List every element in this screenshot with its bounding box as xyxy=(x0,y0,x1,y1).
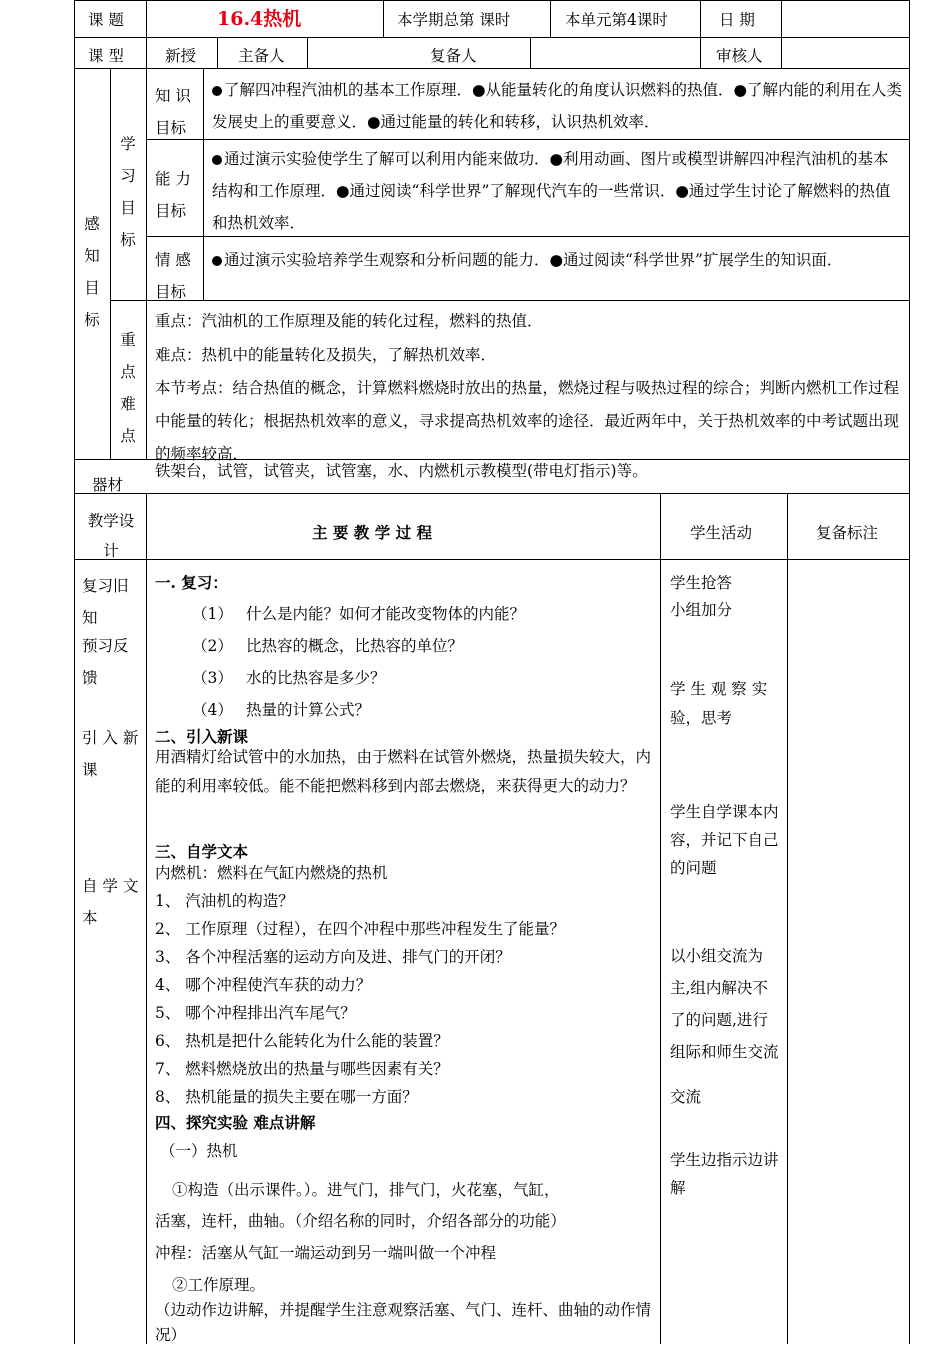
table-border xyxy=(74,559,910,560)
semester-period-label: 本学期总第 课时 xyxy=(397,11,511,29)
type-label: 课 型 xyxy=(88,47,124,65)
table-border xyxy=(787,493,788,1344)
table-border xyxy=(530,37,531,68)
table-border xyxy=(74,68,910,69)
review-question: 热量的计算公式？ xyxy=(246,701,371,719)
emotion-goal-text: 通过演示实验培养学生观察和分析问题的能力．●通过阅读“科学世界”扩展学生的知识面． xyxy=(212,244,904,276)
student-activity-self-study: 学生自学课本内容，并记下自己的问题 xyxy=(670,803,779,877)
table-border xyxy=(146,0,147,68)
bullet-icon xyxy=(212,256,222,266)
table-border xyxy=(700,0,701,68)
self-study-question: 2、 工作原理（过程），在四个冲程中那些冲程发生了能量？ xyxy=(155,920,566,938)
equipment-label: 器材 xyxy=(92,476,124,494)
heat-engine-subtitle: （一）热机 xyxy=(160,1142,238,1160)
ability-goal-text: 通过演示实验使学生了解可以利用内能来做功．●利用动画、图片或模型讲解四冲程汽油机的基本结构和工作原理．●通过阅读“科学世界”了解现代汽车的一些常识．●通过学生讨论了解燃料的热值和热机效率． xyxy=(212,150,891,232)
student-activity-heading: 学生活动 xyxy=(690,524,753,542)
student-activity-group-discuss: 以小组交流为主,组内解决不了的问题,进行组际和师生交流 xyxy=(670,947,779,1061)
table-border xyxy=(781,0,782,68)
review-label: 复习旧知 xyxy=(82,577,129,627)
teaching-design-label: 教学设计 xyxy=(87,512,135,560)
review-question-number: （4） xyxy=(192,701,233,719)
key-difficult-label: 重点难点 xyxy=(120,331,136,445)
self-study-question: 5、 哪个冲程排出汽车尾气？ xyxy=(155,1004,356,1022)
table-border xyxy=(217,37,218,68)
review-question: 什么是内能？如何才能改变物体的内能？ xyxy=(246,605,526,623)
stroke-definition: 冲程：活塞从气缸一端运动到另一端叫做一个冲程 xyxy=(155,1244,497,1262)
key-point-line: 重点：汽油机的工作原理及能的转化过程，燃料的热值． xyxy=(155,312,543,330)
equipment-text: 铁架台，试管，试管夹，试管塞，水、内燃机示教模型(带电灯指示)等。 xyxy=(155,462,648,480)
reviewer-label: 审核人 xyxy=(716,47,763,65)
ability-goal-label: 能 力 目标 xyxy=(155,170,191,220)
table-border xyxy=(383,0,384,37)
table-border xyxy=(74,37,910,38)
review-question-number: （2） xyxy=(192,637,233,655)
structure-paragraph: ①构造（出示课件。）。进气门，排气门，火花塞，气缸， xyxy=(172,1181,560,1199)
bullet-icon xyxy=(212,86,222,96)
bullet-icon xyxy=(212,155,222,165)
knowledge-goal-label: 知 识 目标 xyxy=(155,87,191,137)
main-preparer-label: 主备人 xyxy=(238,47,285,65)
date-label: 日 期 xyxy=(719,11,755,29)
table-border xyxy=(203,68,204,300)
review-question: 比热容的概念，比热容的单位？ xyxy=(246,637,464,655)
co-preparer-label: 复备人 xyxy=(430,47,477,65)
self-study-intro: 内燃机：燃料在气缸内燃烧的热机 xyxy=(155,864,388,882)
structure-paragraph-cont: 活塞，连杆，曲轴。（介绍名称的同时，介绍各部分的功能） xyxy=(155,1212,566,1230)
co-prep-note-heading: 复备标注 xyxy=(816,524,879,542)
review-question: 水的比热容是多少？ xyxy=(246,669,386,687)
section-explore-title: 四、探究实验 难点讲解 xyxy=(155,1113,316,1132)
introduce-lesson-label: 引 入 新课 xyxy=(82,729,139,779)
table-border xyxy=(110,300,910,301)
self-study-question: 3、 各个冲程活塞的运动方向及进、排气门的开闭？ xyxy=(155,948,511,966)
table-border xyxy=(660,493,661,1344)
section-intro-text: 用酒精灯给试管中的水加热，由于燃料在试管外燃烧，热量损失较大，内能的利用率较低。能不能把燃料移到内部去燃烧，来获得更大的动力？ xyxy=(155,748,652,795)
self-study-question: 7、 燃料燃烧放出的热量与哪些因素有关？ xyxy=(155,1060,449,1078)
unit-period-label: 本单元第4课时 xyxy=(565,11,668,29)
section-self-study-title: 三、自学文本 xyxy=(155,842,249,861)
review-question-number: （1） xyxy=(192,605,233,623)
table-border xyxy=(909,0,910,1344)
table-border xyxy=(74,493,910,494)
table-border xyxy=(307,37,308,68)
table-border xyxy=(74,0,75,1344)
self-study-label: 自 学 文 本 xyxy=(82,877,139,927)
student-activity-observe: 学 生 观 察 实验，思考 xyxy=(670,680,768,727)
type-value: 新授 xyxy=(165,47,197,65)
exam-point-text: 本节考点：结合热值的概念，计算燃料燃烧时放出的热量，燃烧过程与吸热过程的综合；判断内燃机工作过程中能量的转化；根据热机效率的意义，寻求提高热机效率的途径．最近两年中，关于热机效率的中考试题出现的频率较高． xyxy=(155,379,900,463)
self-study-question: 1、 汽油机的构造？ xyxy=(155,892,294,910)
section-review-title: 一. 复习： xyxy=(155,573,228,592)
main-process-heading: 主 要 教 学 过 程 xyxy=(312,523,432,542)
learning-goals-label: 学习目标 xyxy=(120,135,136,249)
emotion-goal-label: 情 感 目标 xyxy=(155,251,191,301)
working-principle-note: （边动作边讲解，并提醒学生注意观察活塞、气门、连杆、曲轴的动作情况） xyxy=(155,1301,652,1344)
table-border xyxy=(74,0,910,1)
topic-label: 课 题 xyxy=(88,11,124,29)
self-study-question: 6、 热机是把什么能转化为什么能的装置？ xyxy=(155,1032,449,1050)
student-activity-quick-answer: 学生抢答 xyxy=(670,574,733,592)
perception-goals-label: 感知目标 xyxy=(84,215,100,329)
student-activity-demo: 学生边指示边讲解 xyxy=(670,1151,779,1197)
section-intro-title: 二、引入新课 xyxy=(155,727,249,746)
review-question-number: （3） xyxy=(192,669,233,687)
self-study-question: 4、 哪个冲程使汽车获的动力？ xyxy=(155,976,372,994)
table-border xyxy=(110,68,111,459)
table-border xyxy=(146,139,910,140)
student-activity-exchange: 交流 xyxy=(670,1088,702,1106)
student-activity-group-points: 小组加分 xyxy=(670,601,733,619)
table-border xyxy=(146,68,147,459)
table-border xyxy=(146,493,147,1344)
preview-feedback-label: 预习反馈 xyxy=(82,637,129,687)
working-principle: ②工作原理。 xyxy=(172,1276,266,1294)
self-study-question: 8、 热机能量的损失主要在哪一方面？ xyxy=(155,1088,418,1106)
difficult-point-line: 难点：热机中的能量转化及损失，了解热机效率． xyxy=(155,346,497,364)
lesson-title: 16.4热机 xyxy=(217,8,302,30)
knowledge-goal-text: 了解四冲程汽油机的基本工作原理．●从能量转化的角度认识燃料的热值．●了解内能的利用在人类发展史上的重要意义．●通过能量的转化和转移，认识热机效率． xyxy=(212,81,903,131)
table-border xyxy=(550,0,551,37)
